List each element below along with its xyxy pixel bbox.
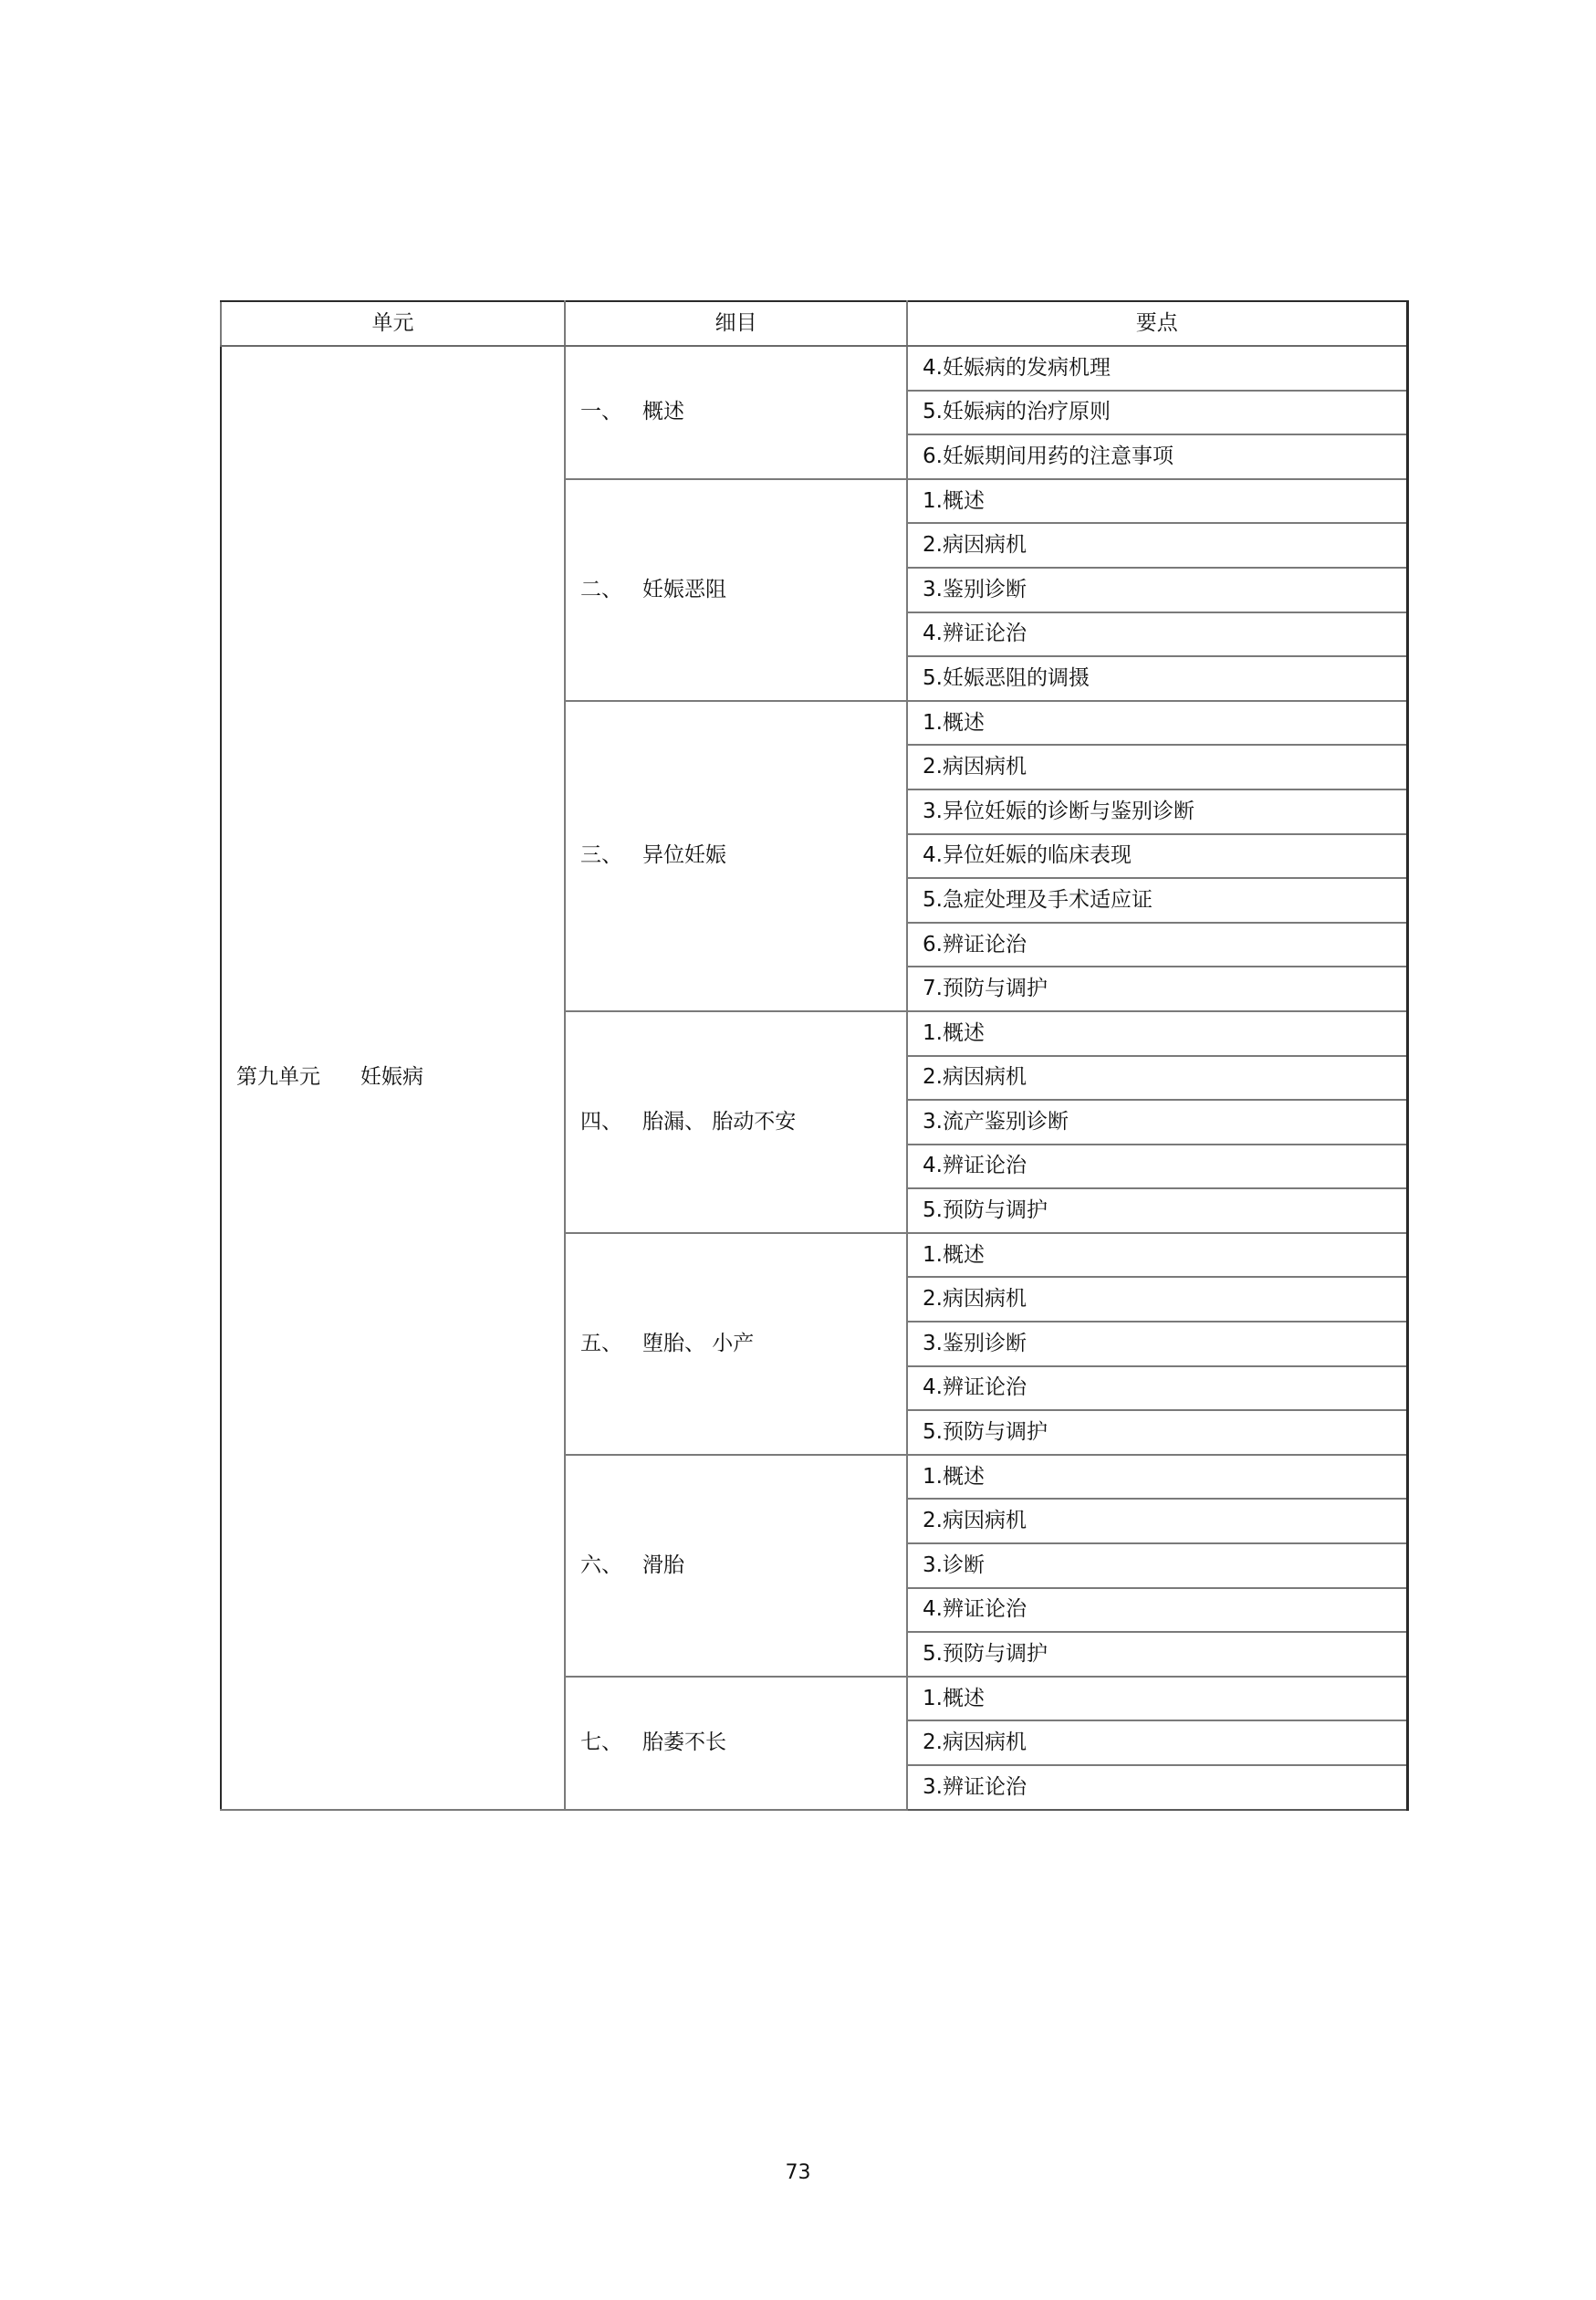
item-cell — [565, 479, 907, 701]
item-index: 六、 — [580, 1552, 622, 1577]
item-index: 七、 — [580, 1730, 622, 1755]
point-cell: 5.急症处理及手术适应证 — [907, 878, 1407, 923]
point-cell: 4.辨证论治 — [907, 612, 1407, 657]
item-cell — [565, 701, 907, 1011]
item-title: 滑胎 — [642, 1552, 684, 1577]
syllabus-table — [220, 300, 1409, 1811]
item-index: 四、 — [580, 1109, 622, 1134]
unit-number: 第九单元 — [236, 1065, 320, 1090]
point-cell: 4.异位妊娠的临床表现 — [907, 834, 1407, 879]
item-index: 三、 — [580, 843, 622, 868]
item-title: 妊娠恶阻 — [642, 577, 726, 601]
unit-name: 妊娠病 — [360, 1065, 423, 1090]
item-title: 堕胎、 小产 — [642, 1331, 755, 1355]
point-cell: 2.病因病机 — [907, 1056, 1407, 1101]
point-cell: 2.病因病机 — [907, 1720, 1407, 1765]
point-cell: 3.鉴别诊断 — [907, 568, 1407, 612]
item-index: 五、 — [580, 1331, 622, 1355]
item-title: 胎漏、 胎动不安 — [642, 1109, 797, 1134]
unit-cell — [221, 346, 565, 1810]
point-cell: 5.预防与调护 — [907, 1632, 1407, 1677]
point-cell: 1.概述 — [907, 1455, 1407, 1500]
header-item: 细目 — [565, 301, 907, 346]
point-cell: 5.预防与调护 — [907, 1410, 1407, 1455]
point-cell: 4.妊娠病的发病机理 — [907, 346, 1407, 391]
item-cell — [565, 346, 907, 479]
point-cell: 2.病因病机 — [907, 745, 1407, 789]
item-index: 二、 — [580, 577, 622, 601]
point-cell: 3.流产鉴别诊断 — [907, 1100, 1407, 1145]
point-cell: 3.辨证论治 — [907, 1765, 1407, 1810]
point-cell: 4.辨证论治 — [907, 1366, 1407, 1411]
point-cell: 3.诊断 — [907, 1543, 1407, 1588]
point-cell: 7.预防与调护 — [907, 967, 1407, 1011]
point-cell: 6.妊娠期间用药的注意事项 — [907, 434, 1407, 479]
item-title: 异位妊娠 — [642, 843, 726, 868]
point-cell: 2.病因病机 — [907, 1277, 1407, 1322]
table-row — [221, 346, 1407, 391]
point-cell: 1.概述 — [907, 701, 1407, 746]
point-cell: 6.辨证论治 — [907, 923, 1407, 967]
point-cell: 1.概述 — [907, 479, 1407, 524]
item-index: 一、 — [580, 400, 622, 424]
item-title: 胎萎不长 — [642, 1730, 726, 1755]
header-points: 要点 — [907, 301, 1407, 346]
item-cell — [565, 1233, 907, 1455]
point-cell: 2.病因病机 — [907, 523, 1407, 568]
point-cell: 5.妊娠恶阻的调摄 — [907, 656, 1407, 701]
point-cell: 3.异位妊娠的诊断与鉴别诊断 — [907, 789, 1407, 834]
item-cell — [565, 1011, 907, 1233]
point-cell: 4.辨证论治 — [907, 1588, 1407, 1633]
point-cell: 4.辨证论治 — [907, 1145, 1407, 1189]
table-header-row — [221, 301, 1407, 346]
item-cell — [565, 1677, 907, 1810]
page-number: 73 — [785, 2161, 811, 2184]
header-unit: 单元 — [221, 301, 565, 346]
point-cell: 1.概述 — [907, 1233, 1407, 1278]
point-cell: 3.鉴别诊断 — [907, 1322, 1407, 1366]
point-cell: 1.概述 — [907, 1011, 1407, 1056]
point-cell: 5.预防与调护 — [907, 1188, 1407, 1233]
point-cell: 5.妊娠病的治疗原则 — [907, 391, 1407, 435]
item-cell — [565, 1455, 907, 1677]
item-title: 概述 — [642, 400, 684, 424]
point-cell: 2.病因病机 — [907, 1499, 1407, 1543]
point-cell: 1.概述 — [907, 1677, 1407, 1721]
